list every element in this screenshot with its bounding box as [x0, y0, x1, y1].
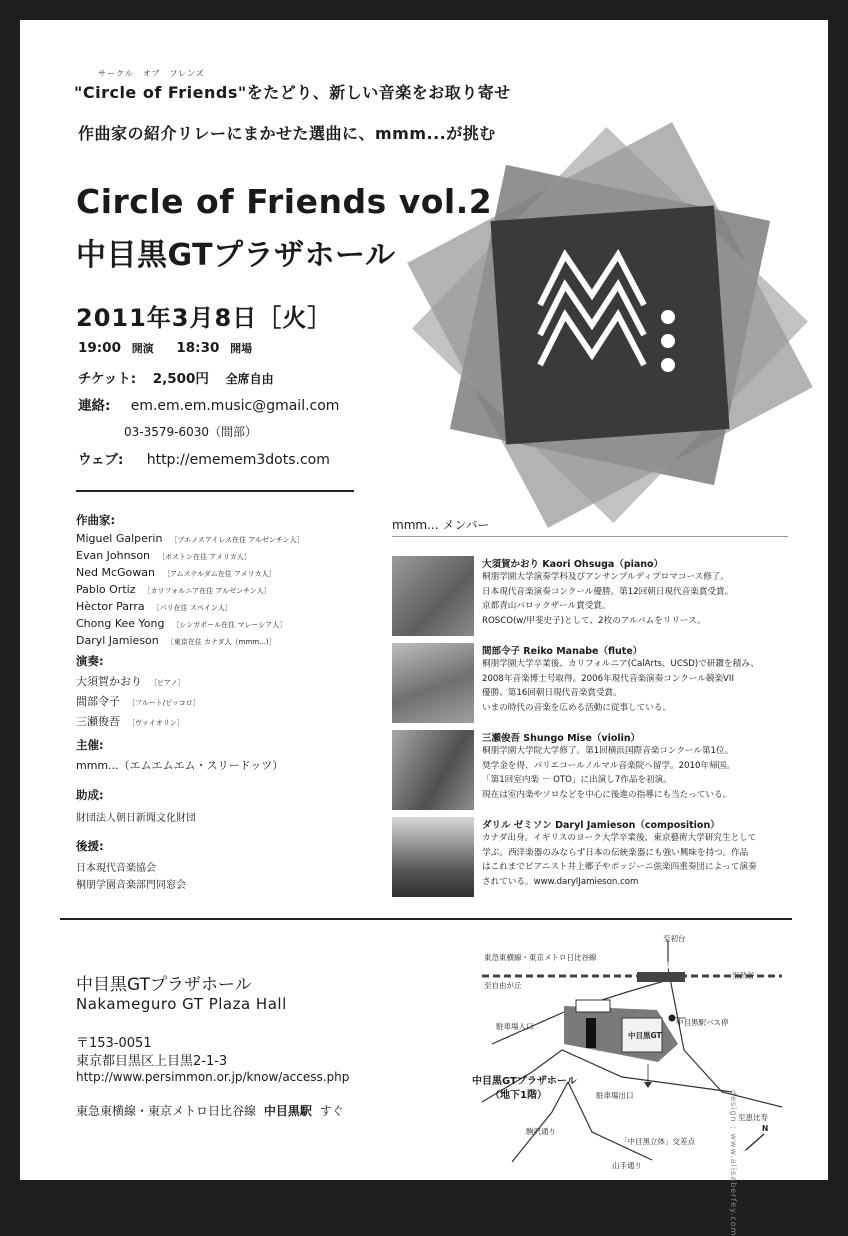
contact-email[interactable]: em.em.em.music@gmail.com — [130, 398, 340, 414]
support: 財団法人朝日新聞文化財団 — [76, 813, 196, 824]
map-komazawa: 駒沢通り — [526, 1127, 556, 1136]
map-hall-floor: （地下1階） — [490, 1090, 547, 1101]
member-bio-line: 日本現代音楽演奏コンクール優勝。第12回朝日現代音楽賞受賞。 — [482, 586, 734, 597]
patron-1: 日本現代音楽協会 — [76, 863, 156, 874]
patron-2: 桐朋学園音楽部門同窓会 — [76, 880, 186, 891]
web-row — [78, 448, 330, 468]
composer-row — [76, 532, 376, 545]
footer-access — [76, 1102, 344, 1119]
ticket-price: 2,500円 — [152, 371, 209, 387]
support-heading: 助成: — [76, 788, 104, 802]
photo-daryl-jamieson — [392, 817, 474, 897]
performer-row-note: ［ピアノ］ — [150, 679, 185, 687]
composer-row-note: ［パリ在住 スペイン人］ — [152, 604, 232, 612]
photo-shungo-mise — [392, 730, 474, 810]
mmm-logo-graphic — [400, 110, 820, 530]
contact-row — [78, 394, 339, 414]
hall-block — [586, 1018, 596, 1048]
time-open-label: 開場 — [230, 342, 253, 355]
member-bio-line: 桐朋学園大学卒業後、カリフォルニア(CalArts、UCSD)で研鑽を積み、 — [482, 659, 759, 669]
access-station: 中目黒駅 — [263, 1104, 312, 1118]
composer-row-note: ［ブエノスアイレス在住 アルゼンチン人］ — [170, 536, 304, 544]
member-name: 間部令子 Reiko Manabe（flute） — [482, 646, 643, 657]
access-prefix: 東急東横線・東京メトロ日比谷線 — [76, 1104, 257, 1118]
composer-row-note: ［アムステルダム在住 アメリカ人］ — [162, 570, 276, 578]
performer-row-note: ［ヴァイオリン］ — [128, 719, 184, 727]
member-1 — [482, 556, 818, 628]
member-bio-line: 「第1回室内楽 － OTO」に出演し7作品を初演。 — [482, 775, 672, 785]
member-bio-line: 京都青山バロックザール賞受賞。 — [482, 601, 611, 611]
web-url[interactable]: http://ememem3dots.com — [146, 452, 330, 468]
event-venue: 中目黒GTプラザホール — [76, 238, 396, 273]
parking-box — [576, 1000, 610, 1012]
map-to-jiyugaoka: 至自由が丘 — [484, 981, 522, 990]
composer-row-note: ［東京在住 カナダ人（mmm...)］ — [166, 638, 276, 646]
composer-row-name: Evan Johnson — [76, 549, 151, 562]
station-block — [637, 972, 685, 982]
member-bio-line: ROSCO(w/甲斐史子)として、2枚のアルバムをリリース。 — [482, 615, 706, 626]
performer-row — [76, 713, 376, 729]
map-hall-name: 中目黒GTプラザホール — [472, 1076, 577, 1087]
members-heading: mmm... メンバー — [392, 518, 490, 532]
map-station: 中目黒駅 — [642, 961, 672, 970]
time-open: 18:30 — [176, 340, 220, 356]
member-name: 三瀬俊吾 Shungo Mise（violin） — [482, 733, 641, 744]
lead-line-2: 作曲家の紹介リレーにまかせた選曲に、mmm...が挑む — [78, 124, 496, 143]
footer-venue-jp: 中目黒GTプラザホール — [76, 975, 252, 995]
photo-reiko-manabe — [392, 643, 474, 723]
member-3 — [482, 730, 818, 802]
design-credit: design : www.alisaberfey.com — [728, 1090, 738, 1236]
map-north: N — [762, 1124, 769, 1133]
footer-address: 東京都目黒区上目黒2-1-3 — [76, 1054, 228, 1069]
contact-label: 連絡: — [78, 398, 111, 414]
access-suffix: すぐ — [319, 1104, 344, 1118]
performer-row — [76, 693, 376, 709]
composer-row-name: Miguel Galperin — [76, 532, 163, 545]
member-bio-line: 桐朋学園大学院大学修了。第1回横浜国際音楽コンクール第1位。 — [482, 746, 734, 756]
member-4 — [482, 817, 818, 889]
composer-row-name: Hèctor Parra — [76, 600, 145, 613]
performer-row-name: 大須賀かおり — [76, 675, 142, 688]
event-date: 2011年3月8日［火］ — [76, 304, 333, 332]
composer-row-note: ［ボストン在住 アメリカ人］ — [158, 553, 251, 561]
performers-heading: 演奏: — [76, 654, 104, 668]
member-bio-line: 桐朋学園大学演奏学科及びアンサンブルディプロマコース修了。 — [482, 572, 729, 582]
performer-row — [76, 673, 376, 689]
member-bio-line: はこれまでピアニスト井上郷子やボッジーニ弦楽四重奏団によって演奏 — [482, 862, 757, 872]
flyer — [20, 20, 828, 1180]
member-name: 大須賀かおり Kaori Ohsuga（piano） — [482, 559, 664, 570]
footer-venue-en: Nakameguro GT Plaza Hall — [76, 995, 287, 1013]
time-start-label: 開演 — [131, 342, 154, 355]
member-bio-line: いまの時代の音楽を広める活動に従事している。 — [482, 702, 672, 713]
composer-row-name: Daryl Jamieson — [76, 634, 159, 647]
ruby-text: サークル オブ フレンズ — [98, 69, 205, 78]
map-intersection: 「中目黒立体」交差点 — [620, 1137, 695, 1146]
member-bio-line: 優勝、第16回朝日現代音楽賞受賞。 — [482, 688, 622, 698]
member-bio-line: 現在は室内楽やソロなどを中心に後進の指導にも当たっている。 — [482, 789, 732, 800]
divider-top — [76, 490, 354, 492]
contact-phone: 03-3579-6030（間部） — [124, 425, 258, 439]
composer-row — [76, 549, 376, 562]
map-bus-stop: 中目黒駅バス停 — [676, 1018, 729, 1027]
map-parking-entrance: 駐車場入口 — [496, 1022, 534, 1031]
web-label: ウェブ: — [78, 452, 124, 468]
performer-row-note: ［フルート/ピッコロ］ — [128, 699, 200, 707]
map-yamate: 山手通り — [612, 1161, 642, 1170]
composer-row-name: Pablo Ortiz — [76, 583, 136, 596]
three-dots-icon — [661, 310, 675, 372]
map-to-ebisu: 至恵比寿 — [738, 1113, 768, 1122]
composer-row-name: Chong Kee Yong — [76, 617, 165, 630]
map-to-shibuya: 至渋谷 — [732, 971, 755, 980]
event-title: Circle of Friends vol.2 — [76, 182, 493, 221]
ticket-label: チケット: — [78, 371, 137, 387]
organizer: mmm...（エムエムエム・スリードッツ） — [76, 759, 284, 772]
ticket-note: 全席自由 — [225, 372, 274, 386]
member-bio-line: 奨学金を得、パリエコールノルマル音楽院へ留学。2010年帰国。 — [482, 760, 735, 771]
ticket-row — [78, 367, 274, 387]
composer-row-name: Ned McGowan — [76, 566, 155, 579]
patron-heading: 後援: — [76, 839, 104, 853]
composers-heading: 作曲家: — [76, 513, 116, 527]
member-bio-line: 2008年音楽博士号取得。2006年現代音楽演奏コンクール競楽VII — [482, 673, 735, 684]
map-to-hatsudai: 至初台 — [663, 934, 686, 943]
bus-stop-icon — [669, 1015, 676, 1022]
footer-url[interactable]: http://www.persimmon.or.jp/know/access.php — [76, 1070, 350, 1084]
lead-line-1: "Circle of Friends"をたどり、新しい音楽をお取り寄せ — [74, 83, 511, 102]
divider-bottom — [60, 918, 792, 920]
map-building: 中目黒GT — [628, 1031, 662, 1040]
performers-list — [76, 673, 376, 729]
composer-row-note: ［カリフォルニア在住 アルゼンチン人］ — [143, 587, 271, 595]
composer-row — [76, 600, 376, 613]
photo-kaori-ohsuga — [392, 556, 474, 636]
credits-column — [76, 512, 376, 891]
composer-row — [76, 566, 376, 579]
north-arrow-icon — [746, 1134, 764, 1150]
time-start: 19:00 — [78, 340, 121, 356]
performer-row-name: 間部令子 — [76, 695, 120, 708]
composers-list — [76, 532, 376, 647]
performer-row-name: 三瀬俊吾 — [76, 715, 120, 728]
organizer-heading: 主催: — [76, 738, 104, 752]
composer-row — [76, 583, 376, 596]
map-line-name: 東急東横線・東京メトロ日比谷線 — [484, 953, 597, 962]
composer-row-note: ［シンガポール在住 マレーシア人］ — [172, 621, 287, 629]
member-bio-line: されている。www.darylJamieson.com — [482, 876, 639, 887]
footer-postal: 〒153-0051 — [76, 1036, 152, 1051]
member-name: ダリル ゼミソン Daryl Jamieson（composition） — [482, 820, 720, 831]
composer-row — [76, 617, 376, 630]
composer-row — [76, 634, 376, 647]
member-bio-line: 学ぶ。西洋楽器のみならず日本の伝統楽器にも強い興味を持つ。作品 — [482, 847, 749, 858]
map-parking-exit: 駐車場出口 — [596, 1091, 634, 1100]
members-divider — [392, 536, 788, 537]
time-row — [78, 340, 252, 356]
member-2 — [482, 643, 818, 715]
member-bio-line: カナダ出身。イギリスのヨーク大学卒業後、東京藝術大学研究生として — [482, 833, 757, 843]
